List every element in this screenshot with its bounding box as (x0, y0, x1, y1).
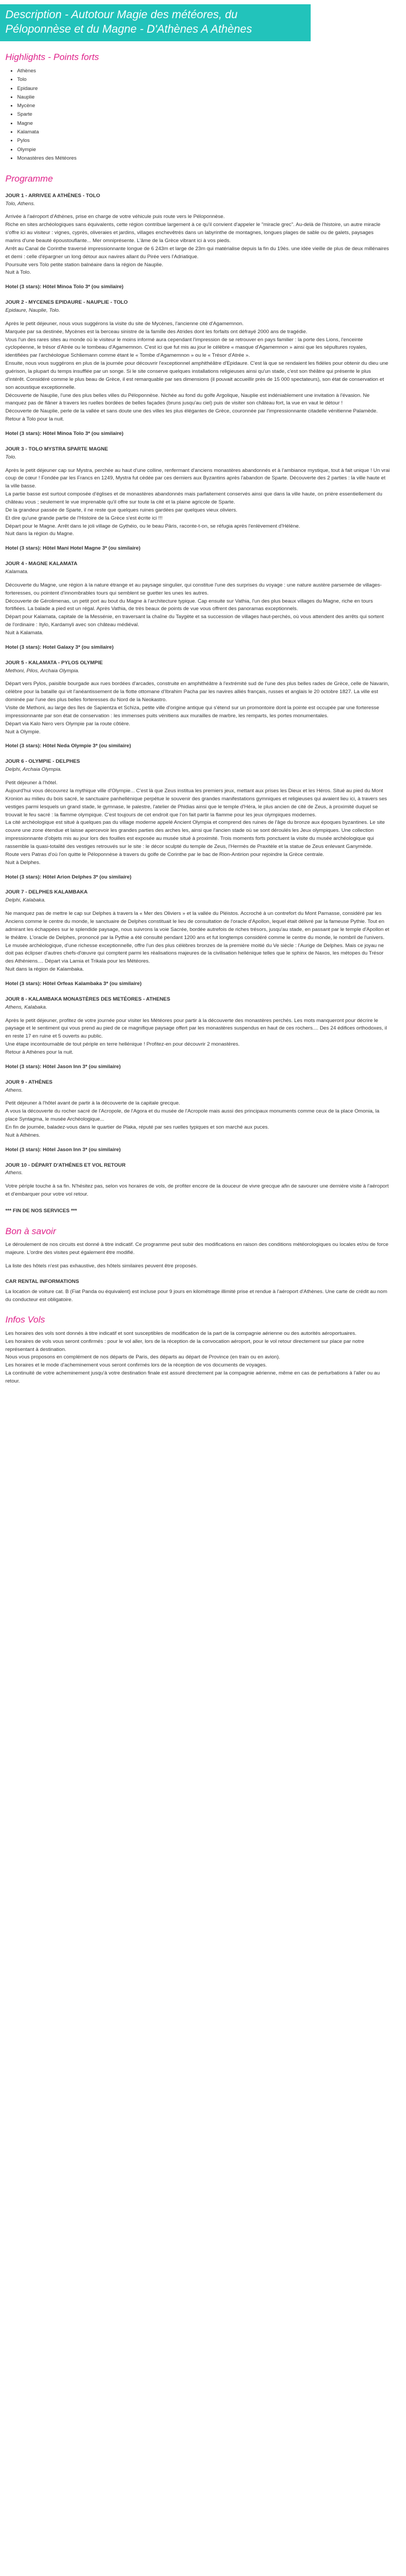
day-paragraph: En fin de journée, baladez-vous dans le quartier de Plaka, réputé par ses ruelles typiques et son marché aux puces. (5, 1124, 269, 1130)
day-paragraph: Votre périple touche à sa fin. N'hésitez pas, selon vos horaires de vols, de profiter encore de la douceur de vivre grecque afin de savourer une dernière visite à l'aéroport et d'embarquer pour votre vol retour. (5, 1183, 389, 1198)
highlight-item: • Epidaure (17, 85, 390, 93)
car-rental-title: CAR RENTAL INFORMATIONS (5, 1278, 79, 1285)
day-title: JOUR 1 - ARRIVEE A ATHÈNES - TOLO (5, 192, 100, 199)
day-paragraph: De la grandeur passée de Sparte, il ne reste que quelques ruines gardées par quelques vieux oliviers. (5, 507, 238, 513)
day-paragraph: Riche en sites archéologiques sans équivalents, cette région contribue largement à ce qu'il convient d'appeler le "miracle grec". Au-delà de l'histoire, un autre miracle s'offre ici au visiteur : vignes, cyprès, oliveraies et jardins, villages enchevêtrés dans un labyrinthe de montagnes, longues plages de sable ou de galets, paysages marins d'une beauté époustouflante... Mer omniprésente. L'âme de la Grèce vibrant ici à vos pieds. (5, 222, 381, 244)
infos-vols-text (5, 1330, 390, 1386)
day-paragraph: Route vers Patras d'où l'on quitte le Péloponnèse à travers du golfe de Corinthe par le bac de Rion-Antirion pour rejoindre la Grèce centrale. (5, 851, 325, 858)
highlight-item: • Tolo (17, 76, 390, 84)
day-title: JOUR 6 - OLYMPIE - DELPHES (5, 758, 80, 765)
day-title: JOUR 3 - TOLO MYSTRA SPARTE MAGNE (5, 446, 108, 452)
day-locations: Delphi, Kalabaka. (5, 897, 46, 904)
day-block (5, 996, 390, 1071)
hotel-info: Hotel (3 stars): Hôtel Minoa Tolo 3* (ou similaire) (5, 430, 124, 437)
programme-days (5, 192, 390, 1199)
car-rental-text: La location de voiture cat. B (Fiat Panda ou équivalent) est incluse pour 9 jours en kilométrage illimité prise et rendue à l'aéroport d'Athènes. Une carte de crédit au nom du conducteur est obligatoire. (5, 1288, 387, 1303)
day-paragraph: Arrêt au Canal de Corinthe traversé impressionnante longue de 6 243m et large de 23m qui matérialise depuis la fin du 19ès. une idée vieille de plus de deux millénaires et demi : celle d'épargner un long détour aux navires allant du Pirée vers l'Adriatique. (5, 245, 389, 260)
highlight-item: • Pylos (17, 137, 390, 145)
day-paragraph: Et dire qu'une grande partie de l'Histoire de la Grèce s'est écrite ici !!! (5, 515, 163, 521)
day-paragraph: Poursuite vers Tolo petite station balnéaire dans la région de Nauplie. (5, 261, 163, 268)
bon-a-savoir-heading: Bon à savoir (5, 1226, 56, 1236)
day-paragraph: Nuit à Athènes. (5, 1132, 41, 1138)
day-locations: Kalamata. (5, 569, 29, 575)
page-title: Description - Autotour Magie des météores, du Péloponnèse et du Magne - D'Athènes A Athènes (0, 4, 311, 41)
hotel-info: Hotel (3 stars): Hôtel Neda Olympie 3* (ou similaire) (5, 743, 131, 749)
infos-vols-paragraph: Les horaires des vols sont donnés à titre indicatif et sont susceptibles de modification de la part de la compagnie aérienne ou des autorités aéroportuaires. (5, 1330, 357, 1336)
day-paragraph: Nuit à Kalamata. (5, 630, 43, 636)
day-paragraph: Marquée par sa destinée, Mycènes est la berceau sinistre de la famille des Atrides dont les forfaits ont défrayé 2000 ans de tragédie. (5, 328, 307, 335)
day-paragraph: Nuit à Olympie. (5, 729, 41, 735)
day-title: JOUR 7 - DELPHES KALAMBAKA (5, 889, 88, 896)
day-paragraph: Découverte de Nauplie, l'une des plus belles villes du Péloponnèse. Nichée au fond du golfe Argolique, Nauplie est indéniablement une invitation à l'évasion. Ne manquez pas de flâner à travers les ruelles bordées de belles façades (bruns jusqu'au ciel) puis de visiter son château fort, la vue en vaut le détour ! (5, 392, 370, 407)
day-locations: Epidaure, Nauplie, Tolo. (5, 307, 61, 313)
day-title: JOUR 9 - ATHÈNES (5, 1079, 52, 1085)
main-content (0, 52, 395, 1386)
day-paragraph: La cité archéologique est situé à quelques pas du village moderne appelé Ancient Olympia et comprend des ruines de l'âge du bronze aux époques byzantines. Le site couvre une zone étendue et laisse apercevoir les grandes parties des arches les, ainsi que l'ancien stade où se sont déroulés les Jeux olympiques. Une collection impressionnante d'objets mis au jour lors des fouilles est exposée au musée situé à proximité. Trois moments forts ponctuent la visite du musée archéologique qui rassemble la quasi-totalité des vestiges retrouvés sur le site : le décor sculpté du temple de Zeus, l'Hermès de Praxitèle et la statue de Zeus enlevant Ganymède. (5, 820, 385, 850)
highlight-item: • Athènes (17, 67, 390, 76)
day-paragraph: Une étape incontournable de tout périple en terre hellénique ! Profitez-en pour découvrir 2 monastères. (5, 1041, 240, 1048)
day-paragraph: Petit déjeuner à l'hôtel. (5, 780, 58, 786)
day-block (5, 560, 390, 652)
day-title: JOUR 8 - KALAMBAKA MONASTÈRES DES METÉORES - ATHENES (5, 996, 170, 1002)
day-locations: Athens. (5, 1170, 23, 1176)
infos-vols-paragraph: Les horaires de vols vous seront confirmés : pour le vol aller, lors de la réception de la convocation aéroport, pour le vol retour directement sur place par notre représentant à destination. (5, 1338, 364, 1353)
day-block (5, 299, 390, 438)
day-title: JOUR 5 - KALAMATA - PYLOS OLYMPIE (5, 659, 103, 666)
hotel-info: Hotel (3 stars): Hôtel Minoa Tolo 3* (ou similaire) (5, 284, 124, 290)
day-paragraph: Découverte de Nauplie, perle de la vallée et sans doute une des villes les plus élégantes de Grèce, couronnée par l'impressionnante citadelle vénitienne Palamède. (5, 408, 378, 415)
day-paragraph: Découverte du Magne, une région à la nature étrange et au paysage singulier, qui constitue l'une des surprises du voyage : une nature austère parsemée de villages-forteresses, ou pointent d'innombrables tours qui semblent se guetter les unes les autres. (5, 582, 382, 596)
day-title: JOUR 4 - MAGNE KALAMATA (5, 561, 78, 567)
day-locations: Tolo, Athens. (5, 200, 35, 207)
bon-a-savoir-text: La liste des hôtels n'est pas exhaustive, des hôtels similaires peuvent être proposés. (5, 1263, 198, 1269)
day-paragraph: Nuit à Tolo. (5, 269, 31, 276)
day-paragraph: Petit déjeuner à l'hôtel avant de partir à la découverte de la capitale grecque. (5, 1100, 181, 1107)
day-paragraph: A vous la découverte du rocher sacré de l'Acropole, de l'Agora et du musée de l'Acropole mais aussi des principaux monuments comme ceux de la place Omonia, la place Syntagma, le musée Archéologique... (5, 1108, 380, 1123)
hotel-info: Hotel (3 stars): Hôtel Mani Hotel Magne 3* (ou similaire) (5, 545, 141, 552)
hotel-info: Hotel (3 stars): Hôtel Jason Inn 3* (ou similaire) (5, 1146, 121, 1153)
day-paragraph: Aujourd'hui vous découvrez la mythique ville d'Olympie... C'est là que Zeus institua les premiers jeux, mettant aux prises les Dieux et les Héros. Situé au pied du Mont Kronion au milieu du bois sacré, le sanctuaire panhellénique perpétue le souvenir des grandes manifestations gymniques et religieuses qui avaient lieu ici, à travers ses vestiges parmi lesquels un grand stade, le gymnase, le palestre, l'atelier de Phidias ainsi que le temple d'Héra, le plus ancien de cité de Zeus, à proximité duquel se trouvait le feu sacré : la flamme olympique. C'est toujours de cet endroit que l'on fait partir la flamme pour les jeux olympiques modernes. (5, 787, 387, 818)
day-paragraph: Ne manquez pas de mettre le cap sur Delphes à travers la « Mer des Oliviers » et la vallée du Pléistos. Accroché à un contrefort du Mont Parnasse, considéré par les Anciens comme le centre du monde, le sanctuaire de Delphes constituait le lieu de consultation de l'oracle d'Apollon, lequel était délivré par la fameuse Pythie. Tout en admirant les échappées sur le splendide paysage, nous suivrons la voie Sacrée, bordée autrefois de riches trésors, jusqu'au stade, en passant par le temple d'Apollon et le théâtre. L'oracle de Delphes, prononcé par la Pythie a été consulté pendant 1200 ans et fut longtemps considéré comme le centre du monde, le nombril de l'univers. Le musée archéologique, d'une richesse exceptionnelle, offre l'un des plus célèbres bronzes de la première moitié du Ve siècle : l'Aurige de Delphes. Mais ce joyau ne doit pas éclipser d'autres chefs-d'œuvre qui comptent parmi les réalisations majeures de la civilisation hellénique telles que le sphinx de Naxos, les métopes du Trésor des Athéniens.... Départ via Lamia et Trikala pour les Météores. (5, 911, 389, 965)
infos-vols-paragraph: Nous vous proposons en complément de nos départs de Paris, des départs au départ de Province (en train ou en avion). (5, 1354, 281, 1361)
day-block (5, 446, 390, 553)
day-block (5, 1079, 390, 1154)
day-paragraph: Nuit dans la région du Magne. (5, 531, 74, 537)
infos-vols-paragraph: Les horaires et le mode d'acheminement vous seront confirmés lors de la réception de vos documents de voyages. (5, 1362, 267, 1369)
programme-heading: Programme (5, 174, 53, 184)
day-paragraph: La partie basse est surtout composée d'églises et de monastères abandonnés mais parfaitement conservés ainsi que dans la ville haute, on prière essentiellement du château vous ; seulement le vue imprenable qu'il offre sur toute la cité et la plaine agricole de Sparte. (5, 491, 382, 505)
day-paragraph: Après le petit déjeuner, nous vous suggérons la visite du site de Mycènes, l'ancienne cité d'Agamemnon. (5, 320, 244, 327)
highlight-item: • Magne (17, 119, 390, 128)
day-locations: Athens. (5, 1087, 23, 1093)
hotel-info: Hotel (3 stars): Hôtel Orfeas Kalambaka 3* (ou similaire) (5, 980, 142, 987)
day-block (5, 192, 390, 291)
day-paragraph: Arrivée à l'aéroport d'Athènes, prise en charge de votre véhicule puis route vers le Péloponnèse. (5, 214, 225, 220)
day-title: JOUR 10 - DÉPART D'ATHÈNES ET VOL RETOUR (5, 1162, 126, 1168)
day-paragraph: Retour à Tolo pour la nuit. (5, 416, 64, 423)
day-paragraph: Nuit dans la région de Kalambaka. (5, 966, 84, 973)
highlight-item: • Kalamata (17, 128, 390, 137)
day-locations: Tolo. (5, 454, 17, 460)
hotel-info: Hotel (3 stars): Hotel Galaxy 3* (ou similaire) (5, 644, 114, 650)
end-of-services: *** FIN DE NOS SERVICES *** (5, 1208, 77, 1214)
highlights-list (5, 67, 390, 163)
highlight-item: • Olympie (17, 146, 390, 154)
day-paragraph: Départ via Kalo Nero vers Olympie par la route côtière. (5, 720, 131, 727)
highlight-item: • Mycène (17, 102, 390, 110)
day-locations: Athens, Kalabaka. (5, 1004, 47, 1010)
hotel-info: Hotel (3 stars): Hôtel Arion Delphes 3* (ou similaire) (5, 874, 132, 880)
day-block (5, 1162, 390, 1199)
day-paragraph: Retour à Athènes pour la nuit. (5, 1049, 73, 1055)
highlight-item: • Sparte (17, 110, 390, 119)
day-paragraph: Départ vers Pylos, paisible bourgade aux rues bordées d'arcades, construite en amphithéâtre à l'extrémité sud de l'une des plus belles rades de Grèce, celle de Navarin, célèbre pour la bataille qui vit l'anéantissement de la flotte ottomane d'Ibrahim Pacha par les navires alliés français, russes et anglais le 20 octobre 1827. La ville est dominée par l'une des plus belles forteresses du Nord de la Neokastro. (5, 681, 389, 703)
day-block (5, 659, 390, 751)
infos-vols-paragraph: La continuité de votre acheminement jusqu'à votre destination finale est assuré directement par la compagnie aérienne, même en cas de perturbations à l'aller ou au retour. (5, 1370, 380, 1384)
day-paragraph: Départ pour Kalamata, capitale de la Messénie, en traversant la chaîne du Taygète et sa succession de villages haut-perchés, où vous attendent des arrêts qui sortent de l'ordinaire : Itylo, Kardamyli avec son château médiéval. (5, 614, 384, 628)
day-paragraph: Visite de Methoni, au large des îles de Sapientza et Schiza, petite ville d'origine antique qui s'étend sur un promontoire dont la pointe est occupée par une forteresse impressionnante par son état de conservation : les immenses puits vénitiens aux murailles de marbre, les remparts, les portes monumentales. (5, 705, 379, 719)
highlight-item: • Nauplie (17, 93, 390, 102)
day-block (5, 758, 390, 881)
day-block (5, 889, 390, 988)
bon-a-savoir-text: Le déroulement de nos circuits est donné à titre indicatif. Ce programme peut subir des modifications en raison des conditions météorologiques ou locales et/ou de force majeure. L'ordre des visites peut également être modifié. (5, 1242, 389, 1256)
highlights-heading: Highlights - Points forts (5, 51, 99, 62)
day-paragraph: Après le petit déjeuner, profitez de votre journée pour visiter les Météores pour partir à la découverte des monastères perchés. Les mots manqueront pour décrire le paysage et le sentiment qui vous prend au pied de ce magnifique paysage offert par les monastères suspendus en haut de ces rochers.... Des 24 édifices orthodoxes, il en reste 17 en ruine et 5 ouverts au public. (5, 1017, 387, 1040)
day-paragraph: Nuit à Delphes. (5, 859, 41, 866)
day-paragraph: Départ pour le Magne. Arrêt dans le joli village de Gythéio, ou le beau Päris, raconte-t-on, se réfugia après l'enlèvement d'Hélène. (5, 523, 300, 529)
day-paragraph: Ensuite, nous vous suggérons en plus de la journée pour découvrir l'exceptionnel amphithéâtre d'Epidaure. C'est là que se rendaient les fidèles pour obtenir du dieu une guérison, la plupart du temps insufflée par un songe. Si le site conserve quelques installations religieuses ainsi qu'un stade, c'est son théâtre qui présente le plus d'intérêt. Considéré comme le plus beau de Grèce, il est remarquable par ses dimensions (il pouvait accueillir près de 15 000 spectateurs), son état de conservation et son acoustique exceptionnelle. (5, 361, 388, 390)
infos-vols-heading: Infos Vols (5, 1315, 46, 1325)
day-paragraph: Découverte de Gérolimenas, un petit port au bout du Magne à l'architecture typique. Cap ensuite sur Vathia, l'un des plus beaux villages du Magne, riche en tours fortifiées. La balade a pied est un régal. Après Vathia, de très beaux de points de vue vous offrent des panoramas exceptionnels. (5, 598, 373, 612)
day-paragraph: Vous l'un des rares sites au monde où le visiteur le moins informé aura cependant l'impression de se retrouver en pays familier : la porte des Lions, l'enceinte cyclopéenne, le trésor d'Atrée ou le tombeau d'Agamemnon. C'est ici que fut mis au jour le célèbre « masque d'Agamemnon » ainsi que les sépultures royales, identifiées par l'archéologue Schliemann comme étant le « Tombe d'Agamemnon » ou le « Trésor d'Atrée ». (5, 336, 367, 359)
highlight-item: • Monastères des Météores (17, 154, 390, 163)
day-locations: Methoni, Pilos, Archaia Olympia. (5, 667, 80, 674)
hotel-info: Hotel (3 stars): Hôtel Jason Inn 3* (ou similaire) (5, 1063, 121, 1070)
day-locations: Delphi, Archaia Olympia. (5, 767, 62, 773)
day-paragraph: Après le petit déjeuner cap sur Mystra, perchée au haut d'une colline, renfermant d'anciens monastères abandonnés et à l'ambiance mystique, tout à fait unique ! Un vrai coup de cœur ! Fondée par les Francs en 1249, Mystra fut cédée par ces derniers aux Byzantins après l'abandon de Sparte. Découverte des 2 parties : la ville haute et la ville basse. (5, 467, 390, 490)
day-title: JOUR 2 - MYCENES EPIDAURE - NAUPLIE - TOLO (5, 299, 128, 306)
